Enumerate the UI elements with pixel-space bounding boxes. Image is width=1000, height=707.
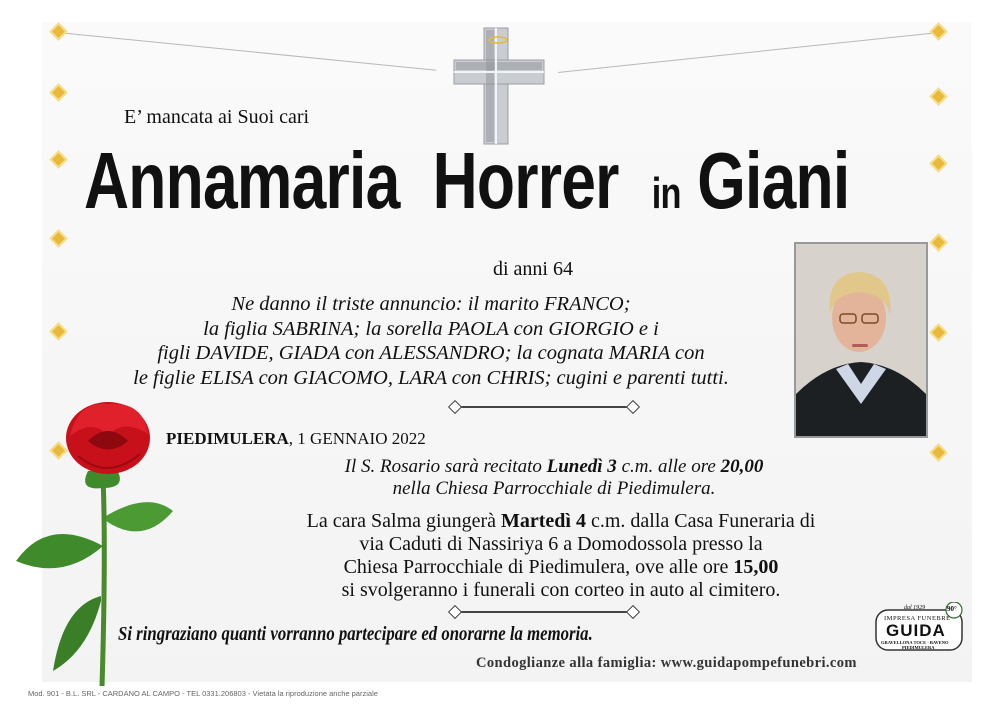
rosary-time: 20,00 — [720, 456, 764, 477]
name-conjunction: in — [651, 169, 681, 218]
funeral-info — [196, 510, 926, 602]
rosary-text: Il S. Rosario sarà recitato — [344, 456, 547, 477]
footer-text: Mod. 901 - B.L. SRL - CARDANO AL CAMPO - TEL 0331.206803 - Vietata la riproduzione anche parziale — [28, 689, 378, 698]
logo-line3: GRAVELLONA TOCE - BAVENO — [881, 640, 949, 645]
place-date — [166, 429, 426, 449]
place: PIEDIMULERA — [166, 429, 289, 448]
rosary-info — [276, 456, 832, 500]
rosary-text: c.m. alle ore — [616, 456, 721, 477]
rosary-day: Lunedì 3 — [546, 456, 617, 477]
date: , 1 GENNAIO 2022 — [288, 429, 426, 448]
funeral-time: 15,00 — [733, 556, 779, 578]
intro-text: E’ mancata ai Suoi cari — [124, 106, 310, 128]
announcement-line: figli DAVIDE, GIADA con ALESSANDRO; la cognata MARIA con — [157, 342, 705, 364]
funeral-home-logo — [874, 602, 966, 652]
logo-years: 90° — [947, 605, 957, 613]
portrait-photo — [794, 242, 928, 438]
funeral-text: si svolgeranno i funerali con corteo in auto al cimitero. — [341, 579, 781, 601]
logo-line1: IMPRESA FUNEBRE — [884, 615, 951, 622]
last-name: Giani — [697, 136, 850, 225]
deceased-name — [84, 135, 850, 227]
middle-name: Horrer — [432, 136, 619, 225]
funeral-day: Martedì 4 — [501, 510, 586, 532]
funeral-text: Chiesa Parrocchiale di Piedimulera, ove alle ore — [343, 556, 734, 578]
thanks-text: Si ringraziano quanti vorranno partecipare ed onorarne la memoria. — [118, 624, 593, 645]
cross-icon — [450, 26, 548, 146]
announcement-line: le figlie ELISA con GIACOMO, LARA con CHRIS; cugini e parenti tutti. — [133, 366, 729, 389]
announcement — [70, 292, 792, 390]
condolences-link[interactable]: Condoglianze alla famiglia: www.guidapompefunebri.com — [476, 655, 857, 671]
first-name: Annamaria — [84, 136, 400, 225]
funeral-text: via Caduti di Nassiriya 6 a Domodossola presso la — [359, 533, 763, 555]
ornament-divider — [456, 611, 632, 613]
announcement-line: Ne danno il triste annuncio: il marito FRANCO; — [231, 293, 631, 315]
rosary-location: nella Chiesa Parrocchiale di Piedimulera. — [392, 478, 716, 499]
announcement-line: la figlia SABRINA; la sorella PAOLA con GIORGIO e i — [203, 317, 659, 340]
funeral-text: c.m. dalla Casa Funeraria di — [585, 510, 816, 532]
funeral-text: La cara Salma giungerà — [306, 510, 501, 532]
logo-brand: GUIDA — [886, 621, 946, 640]
logo-since: dal 1929 — [904, 605, 926, 611]
age-text: di anni 64 — [493, 258, 573, 280]
logo-line4: PIEDIMULERA — [902, 645, 935, 650]
ornament-divider — [456, 406, 632, 408]
